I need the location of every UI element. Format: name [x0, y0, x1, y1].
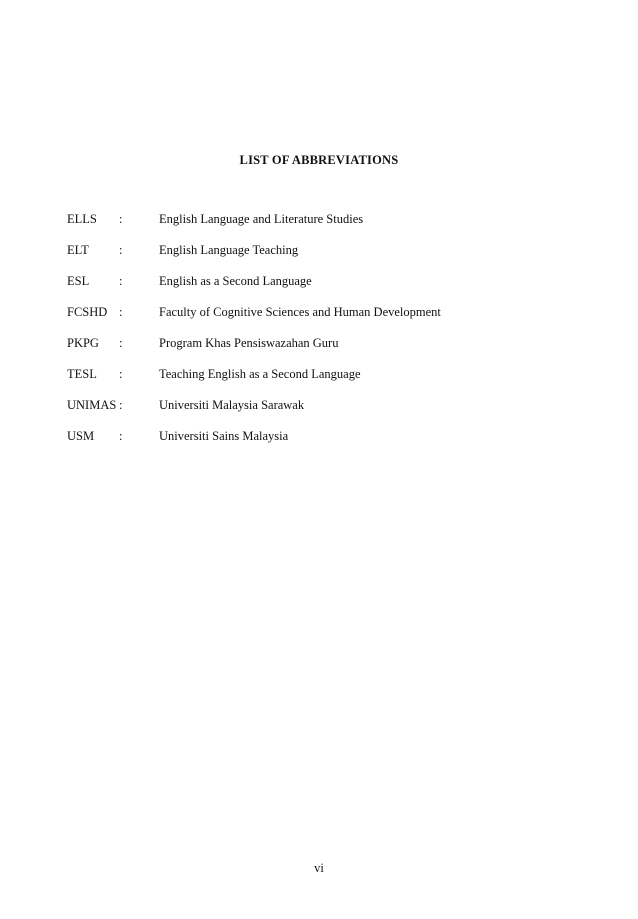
abbreviation-meaning: Teaching English as a Second Language — [159, 367, 361, 381]
separator-colon: : — [119, 305, 123, 319]
abbreviation-meaning: Universiti Malaysia Sarawak — [159, 398, 305, 412]
abbreviation-row — [67, 335, 587, 366]
abbreviation-term: ELT — [67, 243, 89, 257]
abbreviation-list — [67, 211, 587, 459]
abbreviation-term: FCSHD — [67, 305, 108, 319]
separator-colon: : — [119, 398, 123, 412]
abbreviation-term: PKPG — [67, 336, 99, 350]
abbreviation-row — [67, 242, 587, 273]
abbreviation-meaning: Faculty of Cognitive Sciences and Human Development — [159, 305, 441, 319]
abbreviation-row — [67, 397, 587, 428]
page-title: LIST OF ABBREVIATIONS — [239, 153, 399, 167]
separator-colon: : — [119, 367, 123, 381]
abbreviation-row — [67, 273, 587, 304]
separator-colon: : — [119, 336, 123, 350]
abbreviation-meaning: English Language and Literature Studies — [159, 212, 364, 226]
page-number: vi — [314, 861, 324, 875]
abbreviation-meaning: English as a Second Language — [159, 274, 312, 288]
abbreviation-meaning: Program Khas Pensiswazahan Guru — [159, 336, 339, 350]
separator-colon: : — [119, 274, 123, 288]
abbreviation-term: ESL — [67, 274, 90, 288]
abbreviation-row — [67, 428, 587, 459]
abbreviation-term: UNIMAS — [67, 398, 117, 412]
separator-colon: : — [119, 243, 123, 257]
abbreviation-meaning: English Language Teaching — [159, 243, 299, 257]
abbreviation-term: USM — [67, 429, 95, 443]
separator-colon: : — [119, 429, 123, 443]
abbreviation-term: TESL — [67, 367, 97, 381]
abbreviation-row — [67, 211, 587, 242]
abbreviation-meaning: Universiti Sains Malaysia — [159, 429, 289, 443]
abbreviation-row — [67, 304, 587, 335]
separator-colon: : — [119, 212, 123, 226]
abbreviation-term: ELLS — [67, 212, 97, 226]
abbreviation-row — [67, 366, 587, 397]
